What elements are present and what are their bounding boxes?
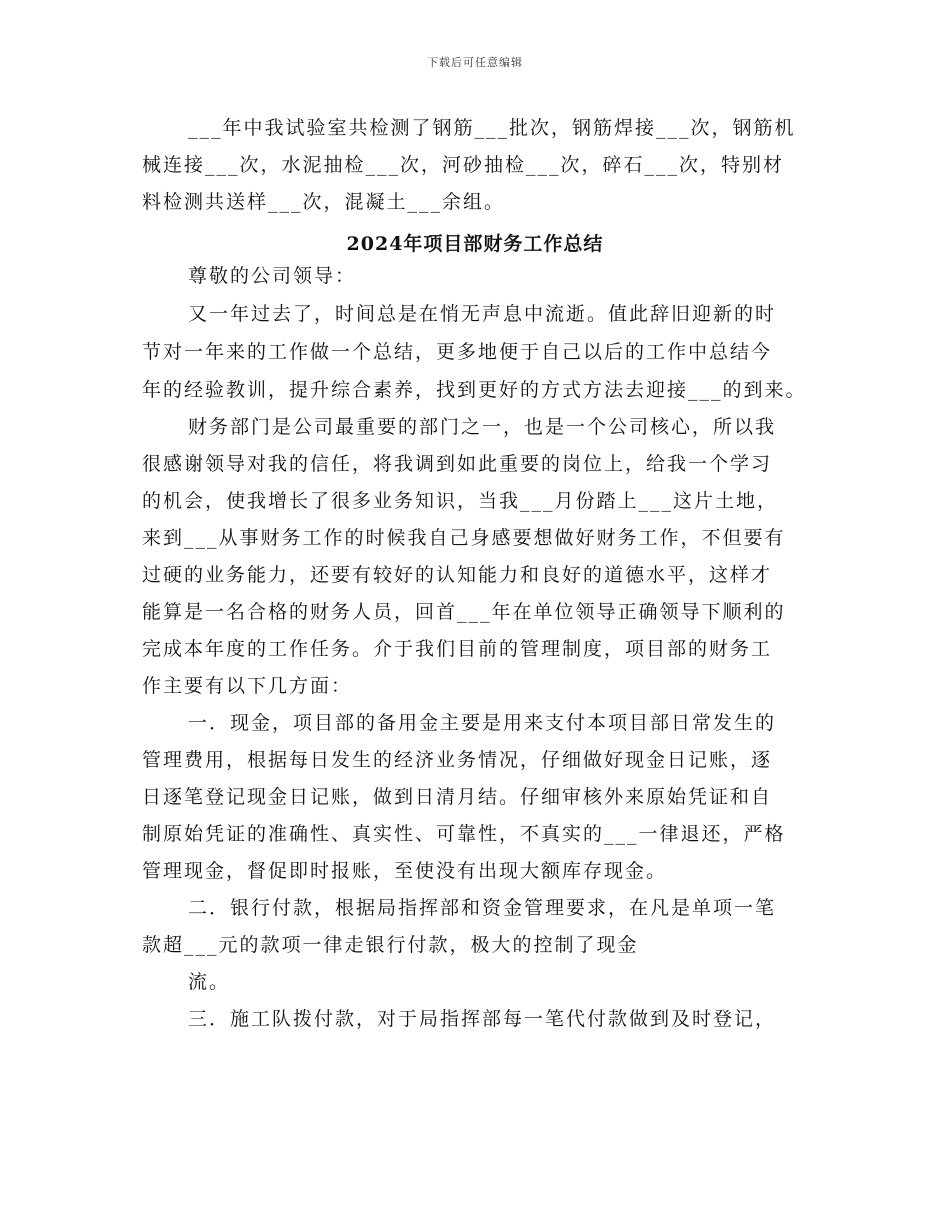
body-line: 能算是一名合格的财务人员，回首___年在单位领导正确领导下顺利的 [142, 601, 786, 623]
body-line: 料检测共送样___次，混凝土___余组。 [142, 191, 506, 213]
body-line: ___年中我试验室共检测了钢筋___批次，钢筋焊接___次，钢筋机 [188, 117, 796, 139]
body-line: 年的经验教训，提升综合素养，找到更好的方式方法去迎接___的到来。 [142, 379, 807, 401]
body-line: 完成本年度的工作任务。介于我们目前的管理制度，项目部的财务工 [142, 638, 773, 660]
body-line: 三．施工队拨付款，对于局指挥部每一笔代付款做到及时登记， [188, 1008, 777, 1030]
body-line: 财务部门是公司最重要的部门之一，也是一个公司核心，所以我 [188, 416, 777, 438]
body-line: 日逐笔登记现金日记账，做到日清月结。仔细审核外来原始凭证和自 [142, 786, 773, 808]
body-line: 械连接___次，水泥抽检___次，河砂抽检___次，碎石___次，特别材 [142, 154, 785, 176]
salutation: 尊敬的公司领导： [188, 265, 357, 287]
body-line: 一．现金，项目部的备用金主要是用来支付本项目部日常发生的 [188, 712, 777, 734]
document-title: 2024年项目部财务工作总结 [346, 233, 604, 255]
body-line: 款超___元的款项一律走银行付款，极大的控制了现金 [142, 934, 639, 956]
body-line: 流。 [188, 971, 231, 993]
body-line: 管理现金，督促即时报账，至使没有出现大额库存现金。 [142, 860, 668, 882]
body-line: 二．银行付款，根据局指挥部和资金管理要求，在凡是单项一笔 [188, 897, 777, 919]
body-line: 节对一年来的工作做一个总结，更多地便于自己以后的工作中总结今 [142, 341, 773, 363]
body-line: 过硬的业务能力，还要有较好的认知能力和良好的道德水平，这样才 [142, 564, 773, 586]
body-line: 的机会，使我增长了很多业务知识，当我___月份踏上___这片土地， [142, 490, 779, 512]
body-line: 管理费用，根据每日发生的经济业务情况，仔细做好现金日记账，逐 [142, 749, 773, 771]
body-line: 又一年过去了，时间总是在悄无声息中流逝。值此辞旧迎新的时 [188, 303, 777, 325]
body-line: 很感谢领导对我的信任，将我调到如此重要的岗位上，给我一个学习 [142, 453, 773, 475]
body-line: 制原始凭证的准确性、真实性、可靠性，不真实的___一律退还，严格 [142, 823, 786, 845]
body-line: 来到___从事财务工作的时候我自己身感要想做好财务工作，不但要有 [142, 527, 786, 549]
body-line: 作主要有以下几方面： [142, 675, 353, 697]
header-note: 下载后可任意编辑 [427, 56, 523, 69]
